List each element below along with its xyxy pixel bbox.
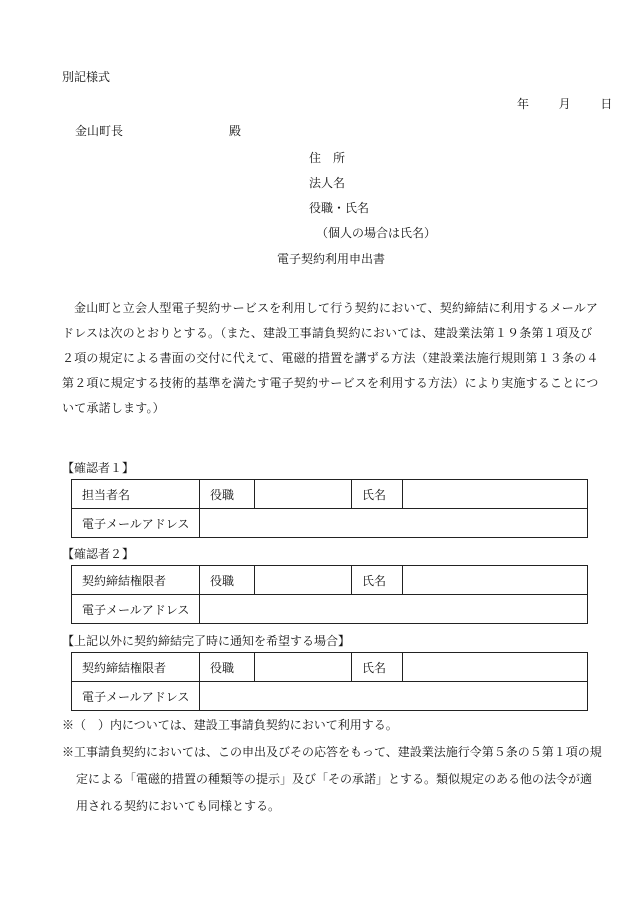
confirmer1-table [71,479,588,538]
name-input-cell[interactable] [403,653,588,682]
note-construction-contract [62,739,607,820]
position-input-cell[interactable] [255,653,352,682]
name-input-cell[interactable] [403,480,588,509]
email-input-cell[interactable] [200,509,588,538]
email-input-cell[interactable] [200,595,588,624]
form-label: 別記様式 [62,70,111,84]
email-label-cell: 電子メールアドレス [72,595,200,624]
confirmer2-table [71,565,588,624]
body-paragraph: 金山町と立会人型電子契約サービスを利用して行う契約において、契約締結に利用するメールアドレスは次のとおりとする。（また、建設工事請負契約においては、建設業法第１９条第１項及び２項の規定による書面の交付に代えて、電磁的措置を講ずる方法（建設業法施行規則第１３条の４第２項に規定する技術的基準を満たす電子契約サービスを利用する方法）により実施することについて承諾します。） [62,301,599,415]
title-name-label: 役職・氏名 [309,201,370,215]
note2-line2: 定による「電磁的措置の種類等の提示」及び「その承諾」とする。類似規定のある他の法令が適 [76,772,593,786]
name-label-cell: 氏名 [352,653,403,682]
date-day-label: 日 [600,97,613,111]
person-label-cell: 契約締結権限者 [72,566,200,595]
addressee-name: 金山町長 [75,124,124,138]
section-heading-confirmer1: 【確認者１】 [62,461,135,475]
individual-note: （個人の場合は氏名） [316,226,437,240]
note2-line1: ※工事請負契約においては、この申出及びその応答をもって、建設業法施行令第５条の５第１項の規 [62,745,602,759]
address-label: 住 所 [309,151,346,165]
section-heading-confirmer2: 【確認者２】 [62,547,135,561]
person-label-cell: 担当者名 [72,480,200,509]
person-label-cell: 契約締結権限者 [72,653,200,682]
section-heading-notify: 【上記以外に契約締結完了時に通知を希望する場合】 [62,634,351,648]
position-label-cell: 役職 [200,480,255,509]
table-row [72,653,588,682]
addressee-honorific: 殿 [229,124,242,138]
email-input-cell[interactable] [200,682,588,711]
table-row [72,480,588,509]
table-row [72,509,588,538]
notify-table [71,652,588,711]
date-line [517,95,612,112]
date-year-label: 年 [517,97,530,111]
email-label-cell: 電子メールアドレス [72,509,200,538]
position-label-cell: 役職 [200,566,255,595]
position-label-cell: 役職 [200,653,255,682]
note2-line3: 用される契約においても同様とする。 [76,799,281,813]
name-input-cell[interactable] [403,566,588,595]
name-label-cell: 氏名 [352,480,403,509]
table-row [72,595,588,624]
name-label-cell: 氏名 [352,566,403,595]
document-title: 電子契約利用申出書 [277,252,386,266]
table-row [72,682,588,711]
table-row [72,566,588,595]
position-input-cell[interactable] [255,480,352,509]
note-parenthesis: ※（ ）内については、建設工事請負契約において利用する。 [62,718,398,732]
date-month-label: 月 [558,97,571,111]
position-input-cell[interactable] [255,566,352,595]
corp-name-label: 法人名 [309,176,346,190]
email-label-cell: 電子メールアドレス [72,682,200,711]
